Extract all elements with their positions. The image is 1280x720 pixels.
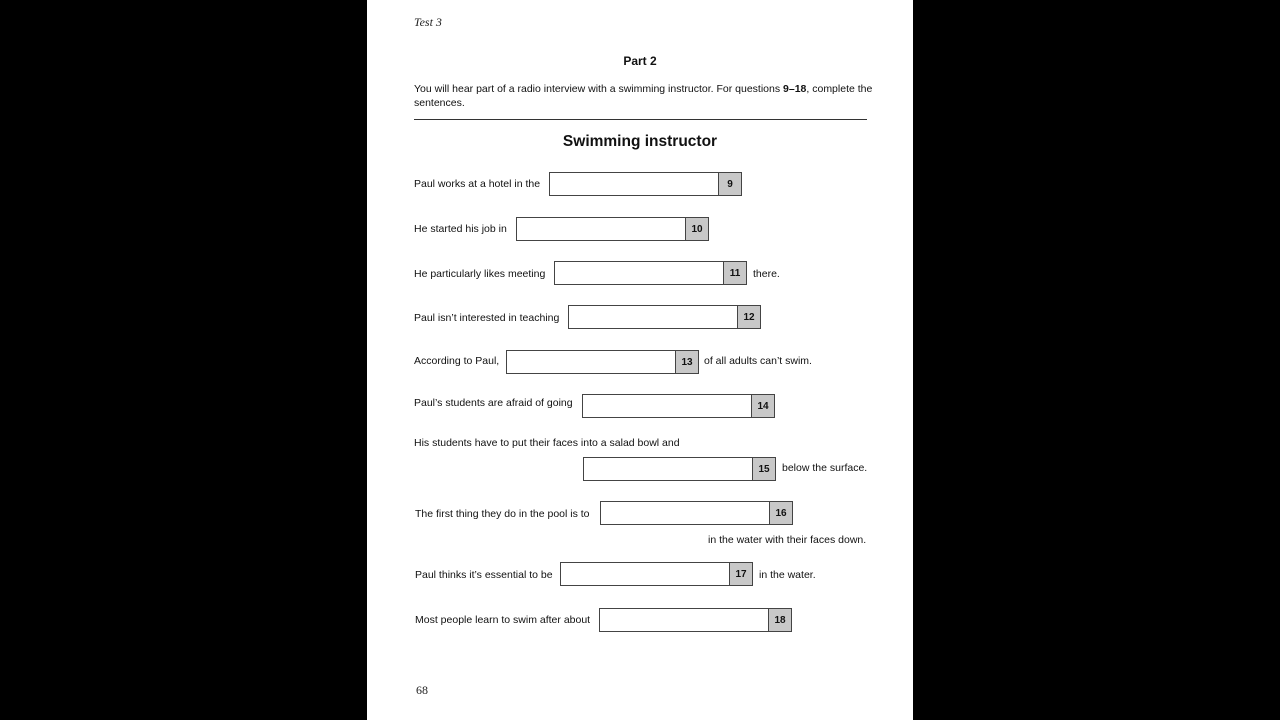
question-number: 10: [685, 218, 708, 240]
part-title: Part 2: [623, 54, 657, 68]
question-number: 9: [718, 173, 741, 195]
question-10-text: He started his job in: [414, 223, 507, 235]
question-17-after: in the water.: [759, 569, 816, 581]
answer-box-17[interactable]: [560, 562, 753, 586]
question-14-text: Paul’s students are afraid of going: [414, 397, 573, 409]
answer-box-10[interactable]: [516, 217, 709, 241]
answer-box-11[interactable]: [554, 261, 747, 285]
question-number: 16: [769, 502, 792, 524]
answer-box-18[interactable]: [599, 608, 792, 632]
question-15-after: below the surface.: [782, 462, 868, 474]
question-11-after: there.: [753, 268, 780, 280]
question-number: 18: [768, 609, 791, 631]
answer-box-16[interactable]: [600, 501, 793, 525]
answer-box-14[interactable]: [582, 394, 775, 418]
question-number: 13: [675, 351, 698, 373]
instructions-text-end: , complete the sentences.: [414, 83, 873, 109]
divider: [414, 119, 867, 120]
answer-box-15[interactable]: [583, 457, 776, 481]
question-number: 17: [729, 563, 752, 585]
question-16-text: The first thing they do in the pool is to: [415, 508, 590, 520]
question-number: 14: [751, 395, 774, 417]
question-18-text: Most people learn to swim after about: [415, 614, 591, 626]
question-number: 12: [737, 306, 760, 328]
exam-page: [367, 0, 913, 720]
page-number: 68: [416, 683, 428, 697]
question-9-text: Paul works at a hotel in the: [414, 178, 541, 190]
question-11-text: He particularly likes meeting: [414, 268, 546, 280]
question-13-after: of all adults can’t swim.: [704, 355, 812, 367]
question-range: 9–18: [783, 83, 807, 95]
test-label: Test 3: [414, 15, 442, 29]
question-17-text: Paul thinks it’s essential to be: [415, 569, 553, 581]
question-number: 15: [752, 458, 775, 480]
instructions-text: You will hear part of a radio interview with a swimming instructor. For questions: [414, 83, 784, 95]
question-16-after: in the water with their faces down.: [708, 534, 867, 546]
question-13-text: According to Paul,: [414, 355, 500, 367]
question-12-text: Paul isn’t interested in teaching: [414, 312, 560, 324]
question-15-text: His students have to put their faces into a salad bowl and: [414, 437, 680, 449]
answer-box-12[interactable]: [568, 305, 761, 329]
answer-box-13[interactable]: [506, 350, 699, 374]
question-number: 11: [723, 262, 746, 284]
answer-box-9[interactable]: [549, 172, 742, 196]
instructions: [414, 82, 874, 110]
section-title: Swimming instructor: [562, 133, 718, 150]
